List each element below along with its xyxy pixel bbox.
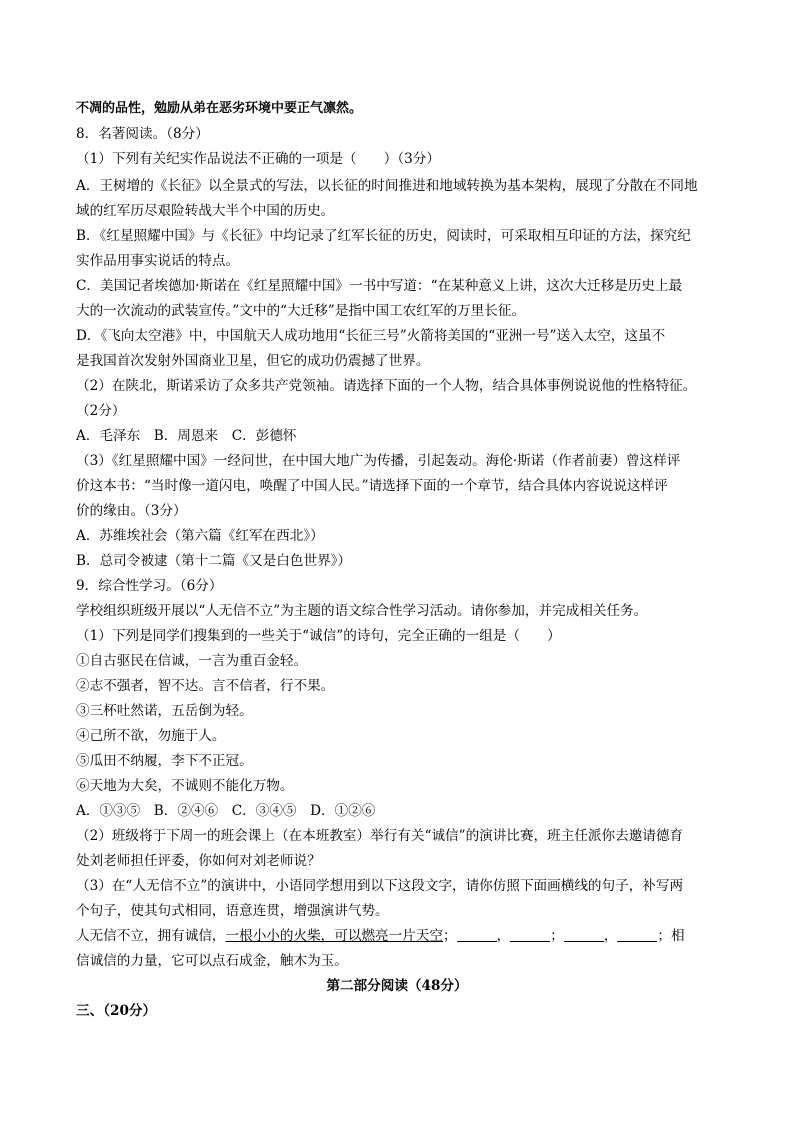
text-line: 是我国首次发射外国商业卫星，但它的成功仍震撼了世界。 <box>76 353 430 369</box>
answer-blank[interactable] <box>564 928 604 942</box>
text-line: 个句子，使其句式相同，语意连贯，增强演讲气势。 <box>76 903 389 919</box>
part-heading: 三、（20分） <box>76 1003 157 1019</box>
punct: ； <box>550 928 564 944</box>
section-title: 第二部分阅读（48分） <box>326 978 468 994</box>
text-line: 不凋的品性，勉励从弟在恶劣环境中要正气凛然。 <box>76 101 363 116</box>
options-line: A．①③⑤ B．②④⑥ C．③④⑤ D．①②⑥ <box>76 803 376 819</box>
text-line: 域的红军历尽艰险转战大半个中国的历史。 <box>76 203 335 219</box>
punct: ， <box>496 928 511 944</box>
text-line: 处刘老师担任评委，你如何对刘老师说？ <box>76 853 321 869</box>
text-line: 大的一次流动的武装宣传。”文中的“大迁移”是指中国工农红军的万里长征。 <box>76 303 526 319</box>
poem-line: ①自古驱民在信诚，一言为重百金轻。 <box>76 653 308 669</box>
text-line: 价这本书：“当时像一道闪电，唤醒了中国人民。”请选择下面的一个章节，结合具体内容说说这样评 <box>76 478 668 494</box>
text-line: 学校组织班级开展以“人无信不立”为主题的语文综合性学习活动。请你参加，并完成相关任务。 <box>76 603 648 619</box>
option-b: B．《红星照耀中国》与《长征》中均记录了红军长征的历史，阅读时，可采取相互印证的方法，探究纪 <box>76 228 691 244</box>
punct: ； <box>443 928 457 944</box>
punct: ；相 <box>657 928 685 944</box>
text-line: 价的缘由。（3分） <box>76 503 187 519</box>
underlined-sentence: 一根小小的火柴，可以燃亮一片天空 <box>225 928 444 944</box>
question-9-1: （1）下列是同学们搜集到的一些关于“诚信”的诗句，完全正确的一组是（ ） <box>76 628 561 644</box>
poem-line: ③三杯吐然诺，五岳倒为轻。 <box>76 703 253 719</box>
text-line: 实作品用事实说话的特点。 <box>76 253 240 269</box>
question-8-3: （3）《红星照耀中国》一经问世，在中国大地广为传播，引起轰动。海伦·斯诺（作者前妻）曾这样评 <box>76 453 681 469</box>
question-9-2: （2）班级将于下周一的班会课上（在本班教室）举行有关“诚信”的演讲比赛，班主任派你去邀请德育 <box>76 828 684 844</box>
poem-line: ④己所不欲，勿施于人。 <box>76 728 226 744</box>
text-line: （2分） <box>76 403 126 419</box>
answer-blank[interactable] <box>617 928 657 942</box>
option-d: D．《飞向太空港》中，中国航天人成功地用“长征三号”火箭将美国的“亚洲一号”送入太空，这虽不 <box>76 328 666 344</box>
punct: ， <box>603 928 618 944</box>
question-9-3: （3）在“人无信不立”的演讲中，小语同学想用到以下这段文字，请你仿照下面画横线的句子，补写两 <box>76 878 684 894</box>
question-8-1: （1）下列有关纪实作品说法不正确的一项是（ ）（3分） <box>76 151 440 167</box>
poem-line: ②志不强者，智不达。言不信者，行不果。 <box>76 678 335 694</box>
option-c: C．美国记者埃德加·斯诺在《红星照耀中国》一书中写道：“在某种意义上讲，这次大迁移是历史上最 <box>76 278 683 294</box>
option-a: A．王树增的《长征》以全景式的写法，以长征的时间推进和地域转换为基本架构，展现了分散在不同地 <box>76 178 698 194</box>
poem-line: ⑥天地为大矣，不诚则不能化万物。 <box>76 778 294 794</box>
question-9-heading: 9．综合性学习。（6分） <box>76 578 223 594</box>
answer-blank[interactable] <box>457 928 497 942</box>
option-b: B．总司令被逮（第十二篇《又是白色世界》） <box>76 553 352 569</box>
answer-blank[interactable] <box>510 928 550 942</box>
fill-in-line <box>76 927 685 945</box>
text-line: 信诚信的力量，它可以点石成金，触木为玉。 <box>76 953 348 969</box>
options-line: A．毛泽东 B．周恩来 C．彭德怀 <box>76 428 297 444</box>
text-segment: 人无信不立，拥有诚信， <box>76 928 226 944</box>
question-8-2: （2）在陕北，斯诺采访了众多共产党领袖。请选择下面的一个人物，结合具体事例说说他的性格特征。 <box>76 378 697 394</box>
question-8-heading: 8．名著阅读。（8分） <box>76 126 209 142</box>
option-a: A．苏维埃社会（第六篇《红军在西北》） <box>76 528 324 544</box>
poem-line: ⑤瓜田不纳履，李下不正冠。 <box>76 753 253 769</box>
